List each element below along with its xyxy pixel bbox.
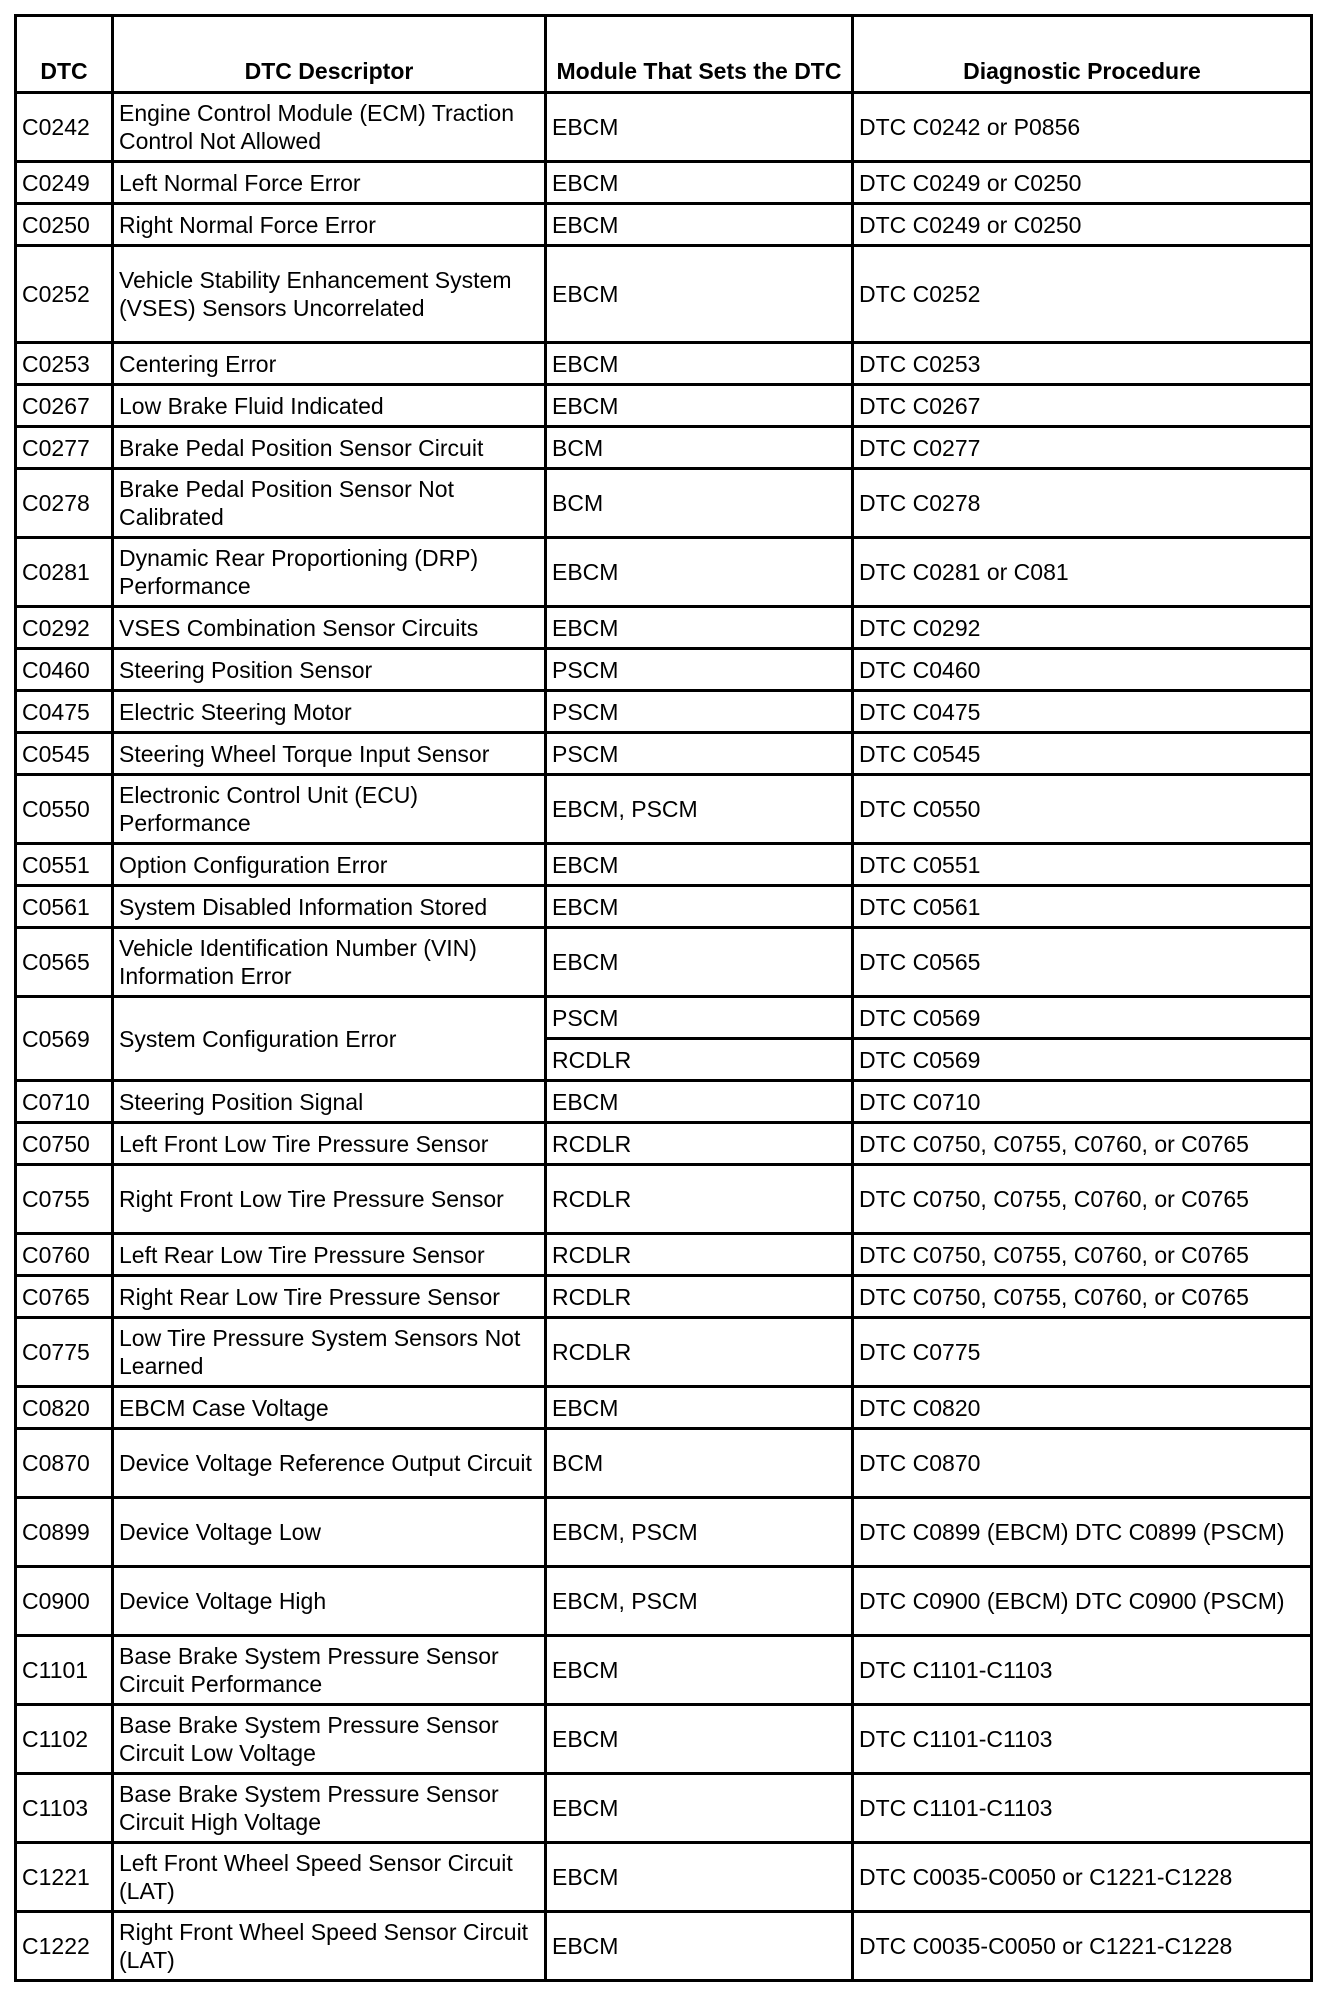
dtc-descriptor-cell: Left Front Wheel Speed Sensor Circuit (LAT) [113, 1843, 546, 1912]
dtc-code-cell: C0870 [16, 1429, 113, 1498]
dtc-descriptor-cell: Steering Position Signal [113, 1081, 546, 1123]
module-cell: PSCM [546, 649, 853, 691]
table-row [16, 1165, 1312, 1234]
procedure-cell: DTC C0750, C0755, C0760, or C0765 [853, 1165, 1312, 1234]
dtc-code-cell: C0760 [16, 1234, 113, 1276]
header-dtc-descriptor: DTC Descriptor [113, 16, 546, 93]
table-row [16, 1387, 1312, 1429]
dtc-descriptor-cell: Device Voltage High [113, 1567, 546, 1636]
dtc-code-cell: C1222 [16, 1912, 113, 1981]
table-body [16, 93, 1312, 1981]
dtc-descriptor-cell: Right Front Wheel Speed Sensor Circuit (LAT) [113, 1912, 546, 1981]
dtc-code-cell: C0569 [16, 997, 113, 1081]
module-cell: EBCM [546, 1387, 853, 1429]
dtc-descriptor-cell: System Disabled Information Stored [113, 886, 546, 928]
module-cell: BCM [546, 1429, 853, 1498]
module-cell: EBCM [546, 93, 853, 162]
procedure-cell: DTC C0899 (EBCM) DTC C0899 (PSCM) [853, 1498, 1312, 1567]
dtc-table [14, 14, 1313, 1982]
dtc-code-cell: C0277 [16, 427, 113, 469]
procedure-cell: DTC C0750, C0755, C0760, or C0765 [853, 1234, 1312, 1276]
procedure-cell: DTC C0900 (EBCM) DTC C0900 (PSCM) [853, 1567, 1312, 1636]
table-row [16, 427, 1312, 469]
procedure-cell: DTC C0545 [853, 733, 1312, 775]
dtc-code-cell: C1221 [16, 1843, 113, 1912]
dtc-descriptor-cell: System Configuration Error [113, 997, 546, 1081]
procedure-cell: DTC C1101-C1103 [853, 1636, 1312, 1705]
table-header-row [16, 16, 1312, 93]
table-row [16, 469, 1312, 538]
dtc-descriptor-cell: Electric Steering Motor [113, 691, 546, 733]
dtc-code-cell: C0561 [16, 886, 113, 928]
dtc-descriptor-cell: Device Voltage Low [113, 1498, 546, 1567]
dtc-code-cell: C1103 [16, 1774, 113, 1843]
procedure-cell: DTC C0820 [853, 1387, 1312, 1429]
procedure-cell: DTC C0252 [853, 246, 1312, 343]
dtc-descriptor-cell: Steering Position Sensor [113, 649, 546, 691]
dtc-descriptor-cell: Dynamic Rear Proportioning (DRP) Performance [113, 538, 546, 607]
dtc-code-cell: C0900 [16, 1567, 113, 1636]
header-module: Module That Sets the DTC [546, 16, 853, 93]
dtc-code-cell: C1102 [16, 1705, 113, 1774]
dtc-code-cell: C0710 [16, 1081, 113, 1123]
procedure-cell: DTC C0565 [853, 928, 1312, 997]
table-row [16, 1705, 1312, 1774]
procedure-cell: DTC C0561 [853, 886, 1312, 928]
dtc-descriptor-cell: Centering Error [113, 343, 546, 385]
dtc-descriptor-cell: Left Normal Force Error [113, 162, 546, 204]
module-cell: EBCM, PSCM [546, 1498, 853, 1567]
procedure-cell: DTC C0242 or P0856 [853, 93, 1312, 162]
table-row [16, 1429, 1312, 1498]
module-cell: EBCM, PSCM [546, 1567, 853, 1636]
table-row [16, 928, 1312, 997]
module-cell: EBCM [546, 928, 853, 997]
table-row [16, 162, 1312, 204]
dtc-code-cell: C0899 [16, 1498, 113, 1567]
dtc-code-cell: C0281 [16, 538, 113, 607]
procedure-cell: DTC C0277 [853, 427, 1312, 469]
procedure-cell: DTC C0569 [853, 1039, 1312, 1081]
table-row [16, 691, 1312, 733]
module-cell: EBCM [546, 204, 853, 246]
module-cell: RCDLR [546, 1123, 853, 1165]
table-row [16, 1912, 1312, 1981]
module-cell: EBCM [546, 607, 853, 649]
table-row [16, 1774, 1312, 1843]
module-cell: EBCM [546, 162, 853, 204]
table-row [16, 1234, 1312, 1276]
procedure-cell: DTC C0551 [853, 844, 1312, 886]
table-row [16, 775, 1312, 844]
dtc-code-cell: C0551 [16, 844, 113, 886]
dtc-code-cell: C0775 [16, 1318, 113, 1387]
module-cell: RCDLR [546, 1039, 853, 1081]
module-cell: EBCM, PSCM [546, 775, 853, 844]
dtc-code-cell: C0460 [16, 649, 113, 691]
dtc-descriptor-cell: Brake Pedal Position Sensor Circuit [113, 427, 546, 469]
dtc-code-cell: C0750 [16, 1123, 113, 1165]
module-cell: EBCM [546, 1843, 853, 1912]
module-cell: EBCM [546, 1912, 853, 1981]
module-cell: BCM [546, 469, 853, 538]
dtc-code-cell: C0820 [16, 1387, 113, 1429]
table-row [16, 246, 1312, 343]
dtc-descriptor-cell: Option Configuration Error [113, 844, 546, 886]
header-dtc: DTC [16, 16, 113, 93]
procedure-cell: DTC C0460 [853, 649, 1312, 691]
procedure-cell: DTC C0267 [853, 385, 1312, 427]
dtc-code-cell: C0755 [16, 1165, 113, 1234]
header-diagnostic-procedure: Diagnostic Procedure [853, 16, 1312, 93]
dtc-descriptor-cell: Vehicle Identification Number (VIN) Information Error [113, 928, 546, 997]
table-row [16, 93, 1312, 162]
module-cell: BCM [546, 427, 853, 469]
module-cell: EBCM [546, 246, 853, 343]
module-cell: RCDLR [546, 1276, 853, 1318]
module-cell: RCDLR [546, 1165, 853, 1234]
procedure-cell: DTC C0750, C0755, C0760, or C0765 [853, 1123, 1312, 1165]
procedure-cell: DTC C0870 [853, 1429, 1312, 1498]
dtc-code-cell: C0292 [16, 607, 113, 649]
table-row [16, 1636, 1312, 1705]
module-cell: EBCM [546, 1774, 853, 1843]
module-cell: EBCM [546, 1705, 853, 1774]
dtc-code-cell: C0475 [16, 691, 113, 733]
dtc-descriptor-cell: Vehicle Stability Enhancement System (VSES) Sensors Uncorrelated [113, 246, 546, 343]
dtc-descriptor-cell: Steering Wheel Torque Input Sensor [113, 733, 546, 775]
dtc-descriptor-cell: Base Brake System Pressure Sensor Circuit Low Voltage [113, 1705, 546, 1774]
procedure-cell: DTC C0278 [853, 469, 1312, 538]
procedure-cell: DTC C0475 [853, 691, 1312, 733]
dtc-code-cell: C0249 [16, 162, 113, 204]
dtc-descriptor-cell: Base Brake System Pressure Sensor Circuit Performance [113, 1636, 546, 1705]
procedure-cell: DTC C0035-C0050 or C1221-C1228 [853, 1912, 1312, 1981]
procedure-cell: DTC C0710 [853, 1081, 1312, 1123]
procedure-cell: DTC C0775 [853, 1318, 1312, 1387]
table-row [16, 343, 1312, 385]
dtc-descriptor-cell: Right Normal Force Error [113, 204, 546, 246]
module-cell: PSCM [546, 733, 853, 775]
table-row [16, 844, 1312, 886]
table-row [16, 649, 1312, 691]
module-cell: EBCM [546, 538, 853, 607]
procedure-cell: DTC C1101-C1103 [853, 1774, 1312, 1843]
module-cell: RCDLR [546, 1234, 853, 1276]
table-row [16, 1318, 1312, 1387]
procedure-cell: DTC C0035-C0050 or C1221-C1228 [853, 1843, 1312, 1912]
procedure-cell: DTC C0292 [853, 607, 1312, 649]
dtc-code-cell: C0250 [16, 204, 113, 246]
table-row [16, 1843, 1312, 1912]
procedure-cell: DTC C0281 or C081 [853, 538, 1312, 607]
table-row [16, 1498, 1312, 1567]
module-cell: EBCM [546, 343, 853, 385]
table-row [16, 1123, 1312, 1165]
dtc-descriptor-cell: Base Brake System Pressure Sensor Circuit High Voltage [113, 1774, 546, 1843]
dtc-descriptor-cell: Brake Pedal Position Sensor Not Calibrated [113, 469, 546, 538]
module-cell: EBCM [546, 844, 853, 886]
dtc-code-cell: C0242 [16, 93, 113, 162]
dtc-descriptor-cell: Right Rear Low Tire Pressure Sensor [113, 1276, 546, 1318]
dtc-descriptor-cell: Engine Control Module (ECM) Traction Control Not Allowed [113, 93, 546, 162]
dtc-code-cell: C0765 [16, 1276, 113, 1318]
table-row [16, 385, 1312, 427]
dtc-descriptor-cell: Low Brake Fluid Indicated [113, 385, 546, 427]
dtc-descriptor-cell: VSES Combination Sensor Circuits [113, 607, 546, 649]
dtc-descriptor-cell: Low Tire Pressure System Sensors Not Learned [113, 1318, 546, 1387]
dtc-descriptor-cell: Device Voltage Reference Output Circuit [113, 1429, 546, 1498]
table-row [16, 886, 1312, 928]
dtc-descriptor-cell: Left Rear Low Tire Pressure Sensor [113, 1234, 546, 1276]
dtc-code-cell: C0253 [16, 343, 113, 385]
module-cell: PSCM [546, 997, 853, 1039]
dtc-descriptor-cell: Left Front Low Tire Pressure Sensor [113, 1123, 546, 1165]
table-row [16, 607, 1312, 649]
table-row [16, 538, 1312, 607]
table-row [16, 1276, 1312, 1318]
module-cell: EBCM [546, 886, 853, 928]
table-row [16, 1567, 1312, 1636]
dtc-code-cell: C0267 [16, 385, 113, 427]
dtc-code-cell: C0565 [16, 928, 113, 997]
table-row [16, 997, 1312, 1039]
dtc-code-cell: C0278 [16, 469, 113, 538]
procedure-cell: DTC C0569 [853, 997, 1312, 1039]
table-row [16, 204, 1312, 246]
procedure-cell: DTC C0249 or C0250 [853, 162, 1312, 204]
dtc-code-cell: C1101 [16, 1636, 113, 1705]
table-row [16, 733, 1312, 775]
procedure-cell: DTC C1101-C1103 [853, 1705, 1312, 1774]
procedure-cell: DTC C0253 [853, 343, 1312, 385]
procedure-cell: DTC C0750, C0755, C0760, or C0765 [853, 1276, 1312, 1318]
table-row [16, 1081, 1312, 1123]
procedure-cell: DTC C0249 or C0250 [853, 204, 1312, 246]
procedure-cell: DTC C0550 [853, 775, 1312, 844]
module-cell: EBCM [546, 385, 853, 427]
module-cell: PSCM [546, 691, 853, 733]
dtc-descriptor-cell: Electronic Control Unit (ECU) Performance [113, 775, 546, 844]
module-cell: EBCM [546, 1636, 853, 1705]
dtc-code-cell: C0550 [16, 775, 113, 844]
dtc-descriptor-cell: Right Front Low Tire Pressure Sensor [113, 1165, 546, 1234]
dtc-code-cell: C0545 [16, 733, 113, 775]
module-cell: RCDLR [546, 1318, 853, 1387]
dtc-descriptor-cell: EBCM Case Voltage [113, 1387, 546, 1429]
module-cell: EBCM [546, 1081, 853, 1123]
dtc-code-cell: C0252 [16, 246, 113, 343]
